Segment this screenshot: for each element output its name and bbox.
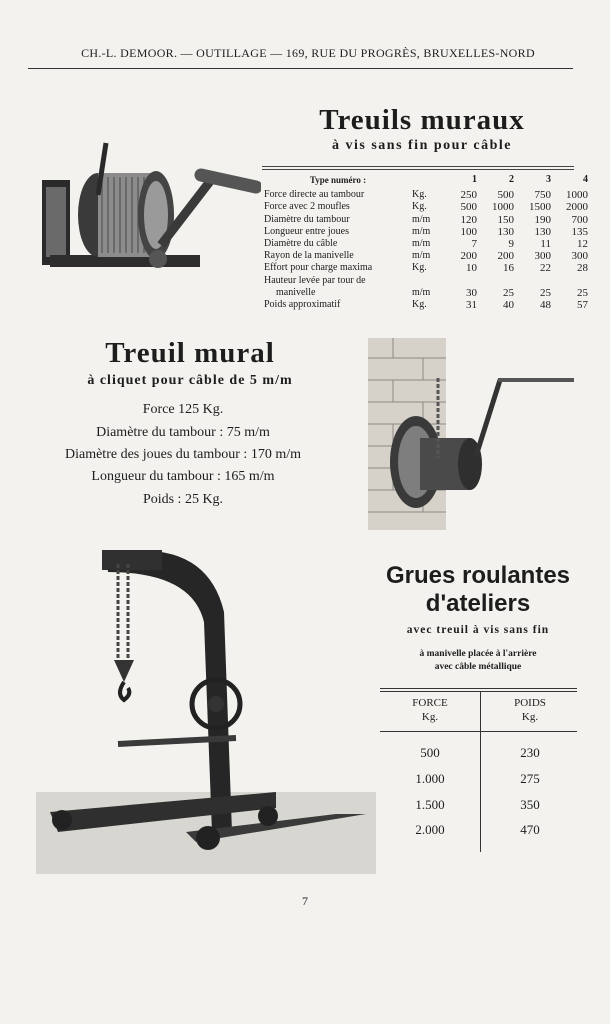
table-row — [264, 299, 588, 311]
row-value: 48 — [540, 299, 551, 312]
row-value: 200 — [497, 250, 514, 263]
page-number: 7 — [302, 894, 308, 908]
section2-title: Treuil mural — [105, 337, 275, 369]
row-unit: Kg. — [412, 189, 427, 201]
row-value: 100 — [460, 225, 477, 238]
row-value: 130 — [497, 225, 514, 238]
spec-type-3: 3 — [546, 174, 551, 185]
section1-title: Treuils muraux — [319, 104, 525, 136]
row-label: Hauteur levée par tour de — [264, 274, 366, 286]
row-value: 250 — [460, 189, 477, 202]
row-unit: Kg. — [412, 262, 427, 274]
row-value: 57 — [577, 299, 588, 312]
row-value: 120 — [460, 213, 477, 226]
row-label: Diamètre du tambour — [264, 213, 350, 225]
row-value: 300 — [534, 250, 551, 263]
row-value: 500 — [460, 201, 477, 214]
row-value: 200 — [460, 250, 477, 263]
row-value — [477, 275, 514, 287]
row-label: Longueur entre joues — [264, 225, 349, 237]
row-value: 700 — [571, 213, 588, 226]
row-value: 25 — [503, 286, 514, 299]
row-value: 500 — [497, 189, 514, 202]
header-unit: Kg. — [521, 711, 539, 723]
row-unit: Kg. — [412, 201, 427, 213]
row-value: 300 — [571, 250, 588, 263]
row-value: 12 — [577, 238, 588, 251]
row-value: 16 — [503, 262, 514, 275]
row-unit — [412, 275, 440, 287]
crane-poids-cell: 230 — [520, 745, 540, 760]
section3-title-line2: d'ateliers — [425, 590, 531, 617]
spec-table-header-row — [264, 174, 588, 189]
crane-force-cell: 500 — [420, 745, 440, 760]
spec-header-label: Type numéro : — [309, 175, 367, 185]
spec-line: Force 125 Kg. — [142, 402, 224, 417]
section1-rule — [262, 166, 574, 167]
row-unit: m/m — [412, 250, 431, 262]
section3-title-line1: Grues roulantes — [385, 562, 571, 589]
header-rule — [28, 68, 573, 69]
row-value: 150 — [497, 213, 514, 226]
section1-rule — [262, 169, 574, 170]
table-row — [264, 250, 588, 262]
row-label: manivelle — [276, 286, 316, 298]
crane-table-column-divider — [480, 692, 481, 852]
header-text: FORCE — [412, 697, 448, 709]
row-label: Rayon de la manivelle — [264, 250, 354, 262]
spec-type-1: 1 — [472, 174, 477, 185]
row-value: 10 — [466, 262, 477, 275]
row-value: 25 — [577, 286, 588, 299]
crane-table-top-rule — [380, 688, 577, 689]
table-row — [264, 214, 588, 226]
section2-subtitle: à cliquet pour câble de 5 m/m — [87, 373, 293, 388]
row-value: 135 — [571, 225, 588, 238]
row-value: 22 — [540, 262, 551, 275]
spec-line: Poids : 25 Kg. — [142, 492, 224, 507]
table-row — [264, 189, 588, 201]
spec-line: Diamètre du tambour : 75 m/m — [96, 425, 270, 440]
table-row — [264, 275, 588, 287]
crane-force-cell: 2.000 — [415, 822, 445, 837]
spec-line: Diamètre des joues du tambour : 170 m/m — [64, 447, 301, 462]
crane-poids-cell: 470 — [520, 822, 540, 837]
section1-subtitle: à vis sans fin pour câble — [332, 138, 512, 153]
section3-subtitle: avec treuil à vis sans fin — [406, 624, 550, 636]
rolling-crane-illustration — [36, 542, 376, 874]
row-value: 11 — [540, 238, 551, 251]
row-value: 7 — [471, 238, 477, 251]
wall-winch-ratchet-illustration — [368, 338, 578, 530]
row-value: 190 — [534, 213, 551, 226]
table-row — [264, 238, 588, 250]
section3-subtitle2-line2: avec câble métallique — [434, 662, 522, 672]
row-value: 1000 — [492, 201, 514, 214]
row-label: Poids approximatif — [264, 299, 341, 311]
row-value — [440, 275, 477, 287]
crane-table-header-rule — [380, 731, 577, 732]
header-text: POIDS — [514, 697, 546, 709]
row-label: Effort pour charge maxima — [264, 262, 373, 274]
row-value: 25 — [540, 286, 551, 299]
crane-col-force-header — [382, 696, 478, 724]
spec-line: Longueur du tambour : 165 m/m — [91, 469, 275, 484]
row-value: 1500 — [529, 201, 551, 214]
page-header: CH.-L. DEMOOR. — OUTILLAGE — 169, RUE DU PROGRÈS, BRUXELLES-NORD — [81, 46, 535, 60]
row-label: Force avec 2 moufles — [264, 201, 350, 213]
row-unit: m/m — [412, 225, 431, 237]
row-value: 31 — [466, 299, 477, 312]
spec-type-4: 4 — [583, 174, 588, 185]
crane-force-cell: 1.000 — [415, 771, 445, 786]
crane-force-cell: 1.500 — [415, 797, 445, 812]
table-row — [264, 262, 588, 274]
table-row — [264, 287, 588, 299]
crane-poids-cell: 350 — [520, 797, 540, 812]
crane-col-poids-header — [482, 696, 578, 724]
row-value — [514, 275, 551, 287]
wall-winch-worm-illustration — [36, 135, 261, 280]
crane-poids-cell: 275 — [520, 771, 540, 786]
header-unit: Kg. — [421, 711, 439, 723]
table-row — [264, 201, 588, 213]
section3-title — [372, 562, 584, 618]
winch-spec-table — [264, 174, 588, 311]
row-value: 28 — [577, 262, 588, 275]
row-unit: m/m — [412, 286, 431, 298]
row-value — [551, 275, 588, 287]
row-value: 9 — [508, 238, 514, 251]
row-value: 30 — [466, 286, 477, 299]
row-unit: Kg. — [412, 299, 427, 311]
section3-subtitle2-line1: à manivelle placée à l'arrière — [419, 649, 537, 659]
section3-subtitle2 — [372, 648, 584, 674]
row-value: 750 — [534, 189, 551, 202]
row-value: 1000 — [566, 189, 588, 202]
table-row — [264, 226, 588, 238]
crane-table-top-rule — [380, 691, 577, 692]
row-unit: m/m — [412, 238, 431, 250]
row-label: Force directe au tambour — [264, 189, 365, 201]
row-value: 2000 — [566, 201, 588, 214]
spec-type-2: 2 — [509, 174, 514, 185]
row-unit: m/m — [412, 213, 431, 225]
row-value: 40 — [503, 299, 514, 312]
row-label: Diamètre du câble — [264, 238, 338, 250]
row-value: 130 — [534, 225, 551, 238]
